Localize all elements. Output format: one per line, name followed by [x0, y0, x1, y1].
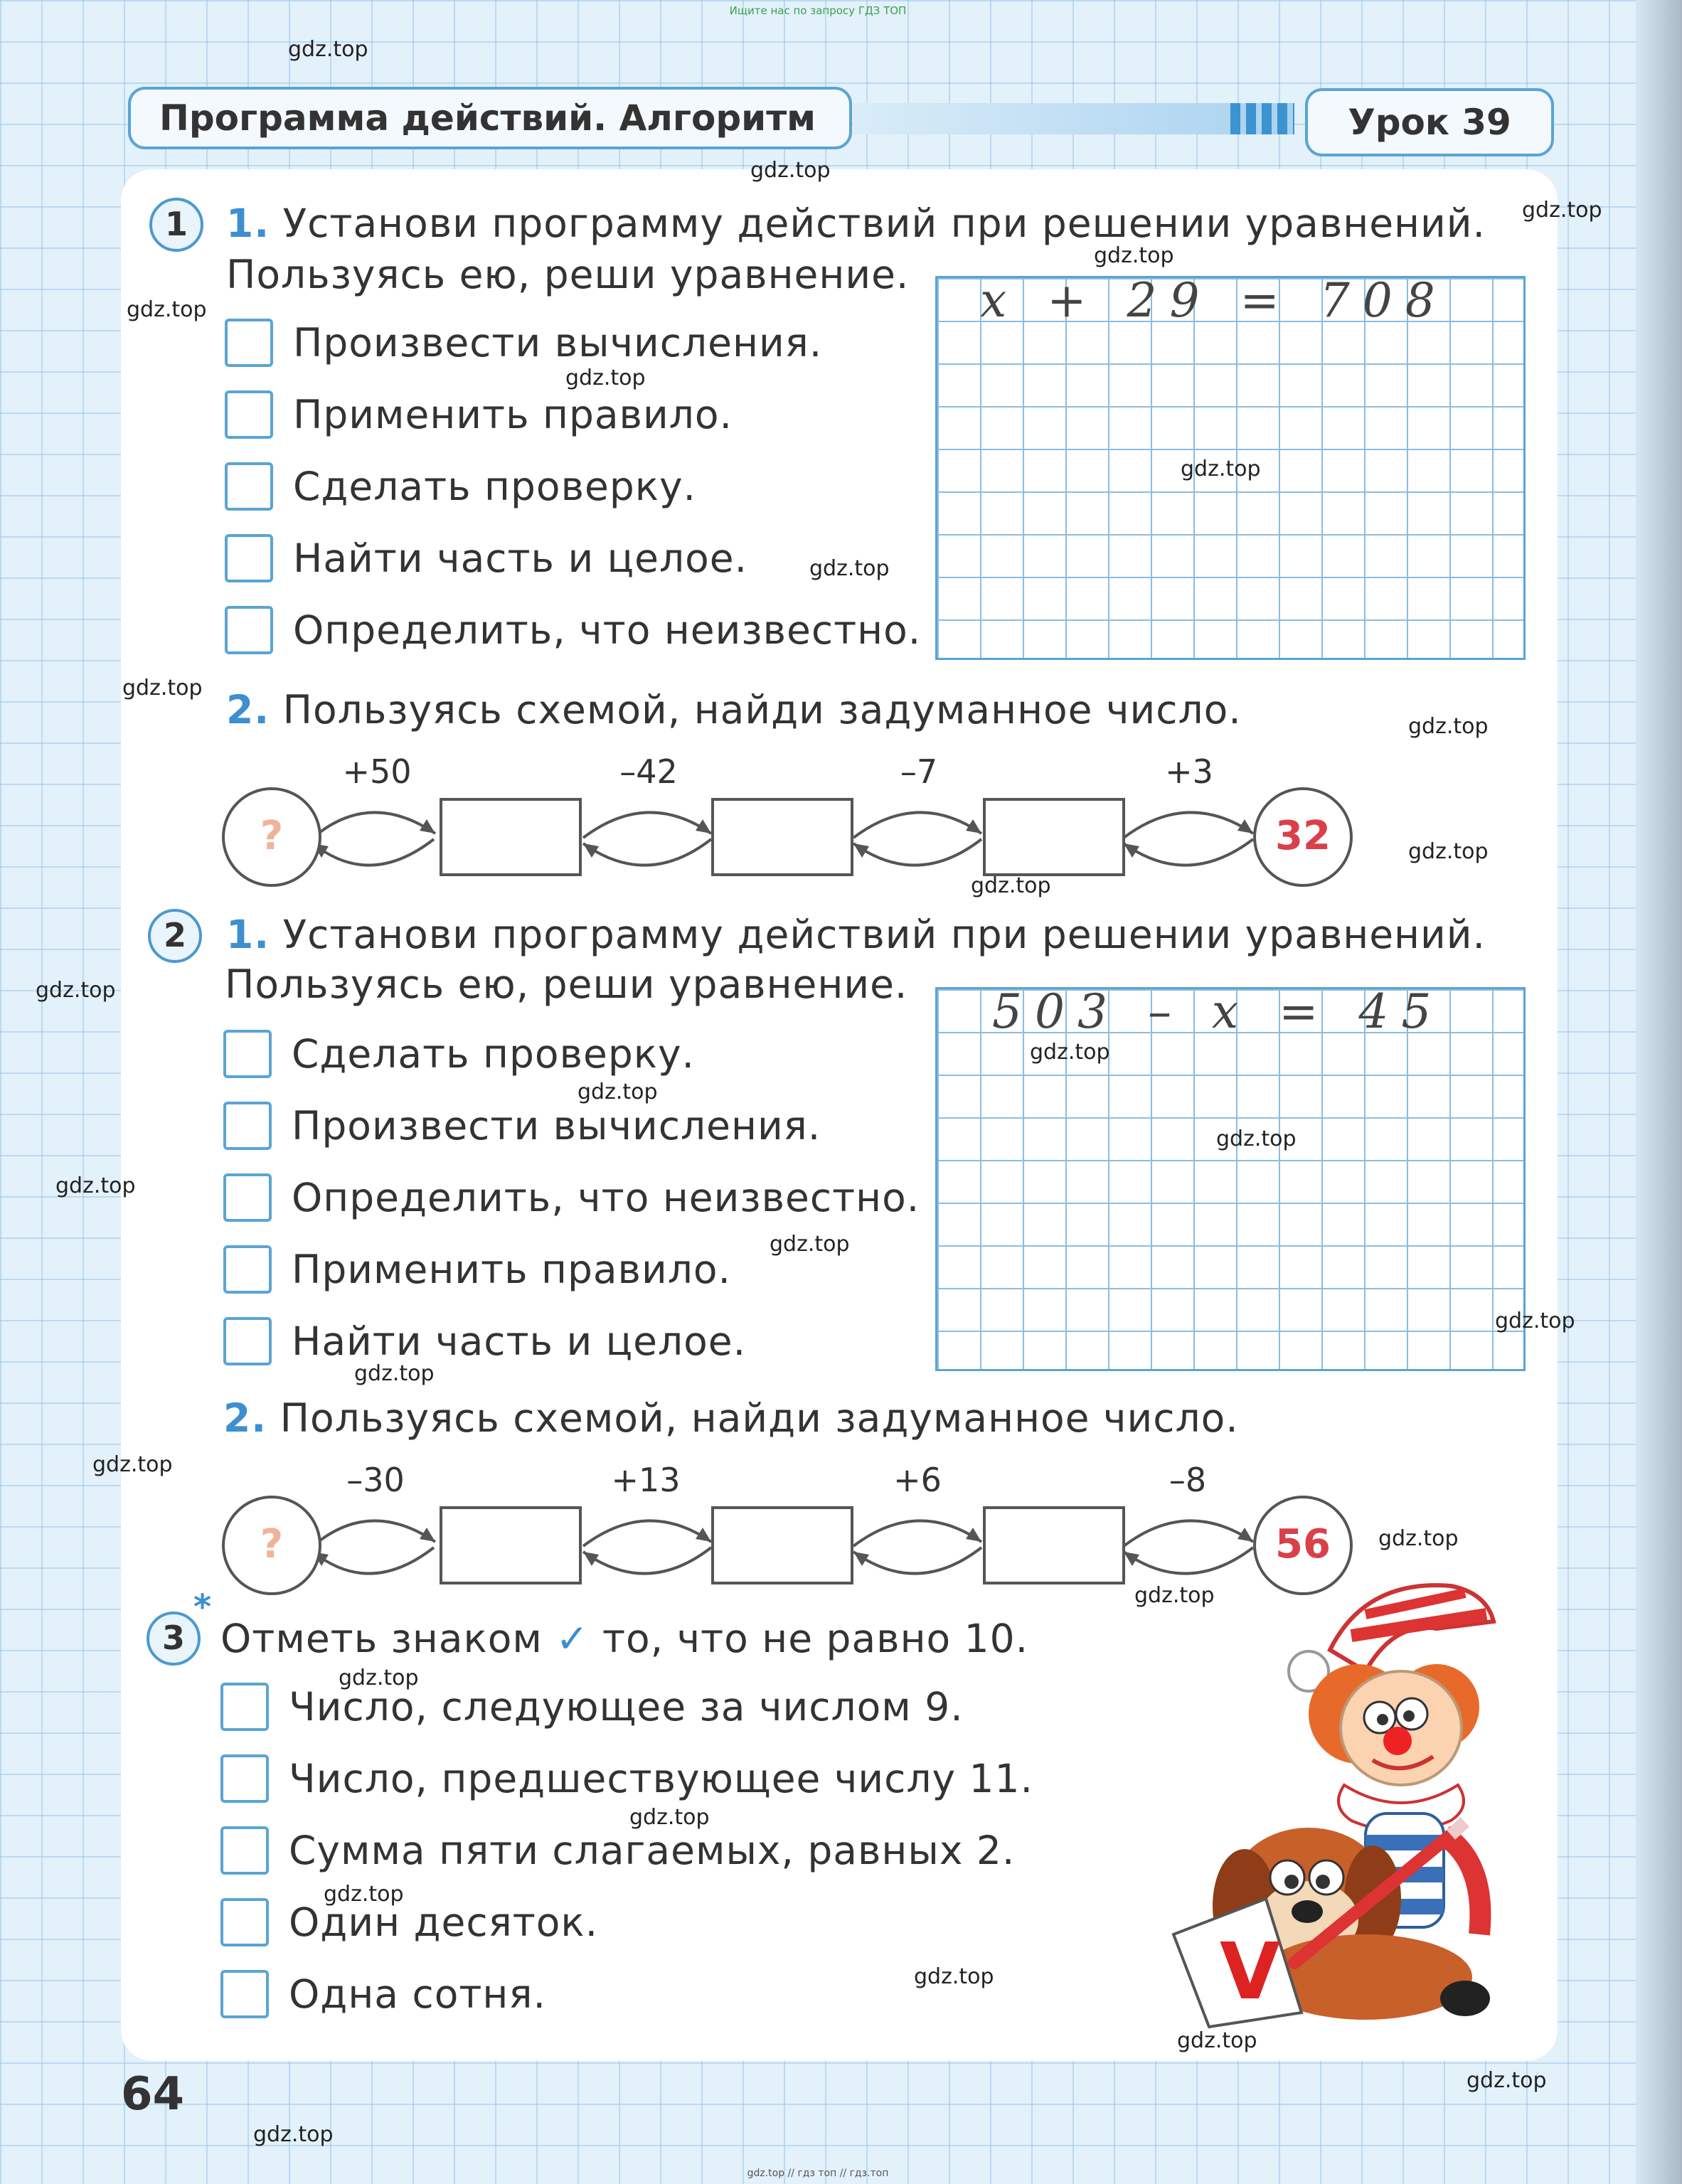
watermark: gdz.top [577, 1080, 658, 1104]
task1-part2-instruction: Пользуясь схемой, найди задуманное число. [282, 687, 1242, 733]
task1-option-5: Определить, что неизвестно. [293, 607, 922, 653]
task1-op-2: –42 [619, 752, 678, 791]
task2-op-2: +13 [611, 1461, 681, 1499]
watermark: gdz.top [565, 366, 646, 390]
task3-option-1: Число, следующее за числом 9. [289, 1684, 964, 1730]
task3-checkbox-4[interactable] [220, 1898, 269, 1946]
arrow-forward [313, 1520, 435, 1546]
task1-option-2: Применить правило. [293, 392, 733, 437]
task3-checkbox-3[interactable] [220, 1826, 269, 1875]
watermark: gdz.top [1495, 1309, 1575, 1333]
watermark: gdz.top [914, 1964, 994, 1989]
watermark: gdz.top [1467, 2068, 1547, 2093]
task3-option-5: Одна сотня. [289, 1971, 546, 2017]
task2-start-value: ? [260, 1521, 284, 1567]
watermark: gdz.top [1216, 1126, 1297, 1151]
watermark: gdz.top [971, 873, 1051, 898]
task2-box-2[interactable] [711, 1506, 853, 1584]
watermark: gdz.top [1408, 839, 1489, 864]
arrow-back [853, 1548, 981, 1574]
watermark: gdz.top [92, 1452, 173, 1477]
watermark: gdz.top [1030, 1040, 1110, 1065]
task2-part2-line [223, 1395, 1239, 1441]
watermark: gdz.top [629, 1805, 710, 1830]
arrow-back [583, 839, 711, 865]
task3-instruction [220, 1616, 1028, 1661]
task3-option-2: Число, предшествующее числу 11. [289, 1756, 1033, 1801]
task3-star: * [193, 1587, 212, 1627]
task1-start-value: ? [260, 813, 284, 859]
task2-op-3: +6 [893, 1461, 942, 1499]
watermark: gdz.top [1181, 457, 1261, 481]
bottom-note: gdz.top // гдз топ // гдз.топ [747, 2168, 889, 2179]
lesson-label: Урок 39 [1305, 88, 1554, 156]
watermark: gdz.top [1177, 2028, 1257, 2053]
watermark: gdz.top [354, 1361, 435, 1386]
arrow-forward [583, 1520, 711, 1546]
task3-checkbox-1[interactable] [220, 1683, 269, 1731]
task2-result-value: 56 [1275, 1521, 1331, 1567]
watermark: gdz.top [1522, 198, 1602, 223]
task1-op-4: +3 [1165, 752, 1213, 791]
task2-option-4: Применить правило. [292, 1247, 732, 1292]
watermark: gdz.top [750, 158, 831, 183]
watermark: gdz.top [288, 37, 368, 62]
task1-op-1: +50 [342, 752, 412, 791]
watermark: gdz.top [324, 1882, 404, 1907]
task3-option-3: Сумма пяти слагаемых, равных 2. [289, 1828, 1016, 1873]
task1-result-circle [1253, 787, 1353, 887]
watermark: gdz.top [55, 1173, 136, 1198]
task2-op-4: –8 [1169, 1461, 1207, 1499]
arrow-back [313, 1548, 434, 1574]
task2-option-3: Определить, что неизвестно. [292, 1175, 920, 1220]
arrow-back [853, 839, 981, 865]
task1-result-value: 32 [1275, 813, 1331, 859]
page-title: Программа действий. Алгоритм [128, 87, 852, 149]
task2-part1-instruction: Установи программу действий при решении уравнений. [282, 912, 1486, 957]
task-number-2: 2 [148, 909, 202, 963]
task2-answer-grid[interactable] [935, 987, 1526, 1371]
task2-op-1: –30 [346, 1461, 405, 1499]
task2-part2-num: 2. [223, 1395, 267, 1441]
task1-option-1: Произвести вычисления. [293, 320, 823, 366]
task1-option-4: Найти часть и целое. [293, 536, 748, 581]
task1-op-3: –7 [900, 752, 938, 791]
arrow-forward [853, 1520, 981, 1546]
task1-part1-instruction: Установи программу действий при решении уравнений. [282, 201, 1486, 246]
task2-box-1[interactable] [440, 1506, 582, 1584]
watermark: gdz.top [1134, 1583, 1215, 1608]
arrow-forward [853, 812, 981, 838]
task3-text-before: Отметь знаком [220, 1616, 543, 1661]
task3-text-after: то, что не равно 10. [602, 1616, 1029, 1661]
arrow-forward [1124, 812, 1253, 838]
task2-checkbox-1[interactable] [223, 1030, 272, 1078]
task1-part1-num: 1. [226, 201, 270, 246]
task2-part2-instruction: Пользуясь схемой, найди задуманное число. [280, 1395, 1239, 1441]
watermark: gdz.top [122, 676, 203, 701]
watermark: gdz.top [1408, 714, 1489, 739]
watermark: gdz.top [127, 297, 207, 322]
watermark: gdz.top [1094, 243, 1174, 268]
watermark: gdz.top [1378, 1526, 1459, 1551]
task1-equation: x + 29 = 708 [980, 273, 1448, 328]
arrow-forward [1124, 1520, 1253, 1546]
task2-checkbox-3[interactable] [223, 1173, 272, 1222]
task2-part1-line1 [226, 912, 1486, 957]
task1-start-circle[interactable] [222, 787, 321, 887]
arrow-forward [313, 812, 435, 838]
watermark: gdz.top [36, 978, 116, 1003]
clown-and-dog-illustration [1152, 1565, 1536, 2034]
task2-option-5: Найти часть и целое. [292, 1319, 747, 1364]
arrow-back [1124, 839, 1253, 865]
arrow-forward [583, 812, 711, 838]
page-number: 64 [121, 2068, 185, 2121]
task3-option-4: Один десяток. [289, 1900, 599, 1945]
task1-option-3: Сделать проверку. [293, 464, 696, 509]
task2-part1-num: 1. [226, 912, 270, 957]
arrow-back [583, 1548, 711, 1574]
task2-start-circle[interactable] [222, 1496, 321, 1595]
task-number-1: 1 [149, 198, 203, 252]
watermark: gdz.top [770, 1232, 850, 1257]
task2-option-2: Произвести вычисления. [292, 1103, 821, 1149]
task2-option-1: Сделать проверку. [292, 1031, 695, 1077]
task2-box-3[interactable] [983, 1506, 1125, 1584]
watermark: gdz.top [339, 1666, 419, 1690]
task-number-3: 3 [147, 1612, 201, 1666]
task3-checkbox-5[interactable] [220, 1970, 269, 2018]
arrow-back [313, 839, 434, 865]
task2-checkbox-2[interactable] [223, 1102, 272, 1150]
check-mark-icon: ✓ [555, 1616, 590, 1661]
task1-box-2[interactable] [711, 798, 853, 876]
task2-checkbox-4[interactable] [223, 1245, 272, 1294]
task2-checkbox-5[interactable] [223, 1317, 272, 1365]
watermark: gdz.top [809, 556, 890, 581]
card-mark: V [1220, 1926, 1281, 2017]
task1-box-1[interactable] [440, 798, 582, 876]
task2-part1-line2: Пользуясь ею, реши уравнение. [225, 962, 908, 1007]
task1-box-3[interactable] [983, 798, 1125, 876]
task1-part2-num: 2. [226, 687, 270, 733]
task2-equation: 503 – x = 45 [992, 984, 1444, 1039]
watermark: gdz.top [253, 2122, 334, 2147]
top-note: Ищите нас по запросу ГДЗ ТОП [729, 4, 907, 17]
task3-checkbox-2[interactable] [220, 1754, 269, 1803]
task1-part1-line2: Пользуясь ею, реши уравнение. [226, 252, 910, 297]
